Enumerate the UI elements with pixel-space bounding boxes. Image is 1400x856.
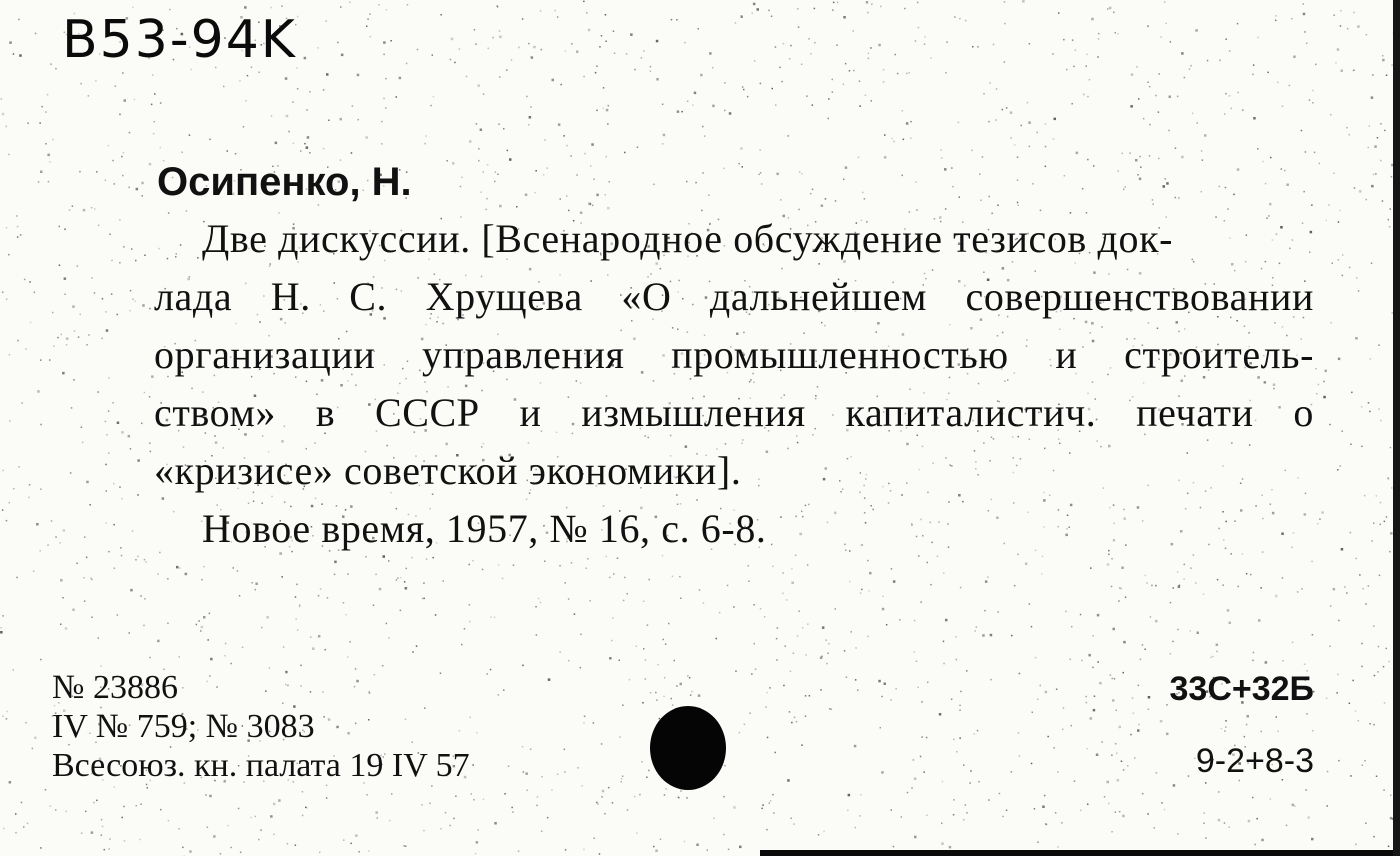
classification-code: 33С+32Б [1169,670,1314,708]
scan-edge-right [1393,0,1400,856]
scan-edge-bottom [760,850,1400,856]
bibliographic-description [154,210,1314,558]
record-number: № 23886 [52,669,178,706]
description-line: «кризисе» советской экономики]. [154,448,742,493]
issue-numbers: IV № 759; № 3083 [52,708,315,745]
description-line: организации управления промышленностью и строитель- [154,332,1314,377]
punch-hole [650,706,726,790]
author-name: Осипенко, Н. [157,160,412,204]
description-line: ством» в СССР и измышления капиталистич. печати о [154,390,1314,435]
description-line: Две дискуссии. [Всенародное обсуждение тезисов док- [202,216,1174,261]
registry-block [52,668,470,785]
description-line: лада Н. С. Хрущева «О дальнейшем совершенствовании [154,274,1314,319]
source-citation: Новое время, 1957, № 16, с. 6-8. [202,506,767,551]
handwritten-shelf-code: B53-94K [62,10,297,70]
index-code: 9-2+8-3 [1195,742,1314,780]
registry-stamp: Всесоюз. кн. палата 19 IV 57 [52,747,470,784]
